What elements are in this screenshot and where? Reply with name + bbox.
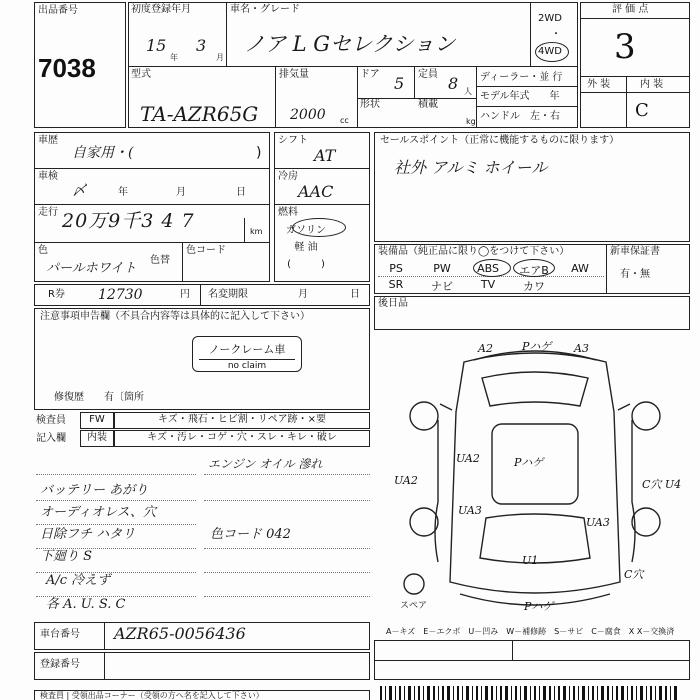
note-ac: A/c 冷えず bbox=[46, 573, 111, 588]
chassis-label: 車台番号 bbox=[40, 629, 80, 640]
sales-point-value: 社外 アルミ ホイール bbox=[394, 158, 548, 177]
note-battery: バッテリー あがり bbox=[40, 483, 149, 498]
rear-left-tire bbox=[410, 508, 438, 536]
score-label: 評 価 点 bbox=[612, 4, 649, 15]
mark-right-quarter: C穴 bbox=[624, 568, 644, 581]
aircon-label: 冷房 bbox=[278, 171, 298, 182]
two-wd-label: 2WD bbox=[538, 13, 562, 24]
inspection-label: 車検 bbox=[38, 171, 58, 182]
equip-sr: SR bbox=[388, 278, 404, 291]
four-wd-label: 4WD bbox=[538, 46, 562, 57]
model-year-label: モデル年式 年 bbox=[480, 91, 560, 102]
fuel-label: 燃料 bbox=[278, 207, 298, 218]
shift-value: AT bbox=[314, 146, 336, 165]
fuel-options: ガソリン 軽 油 ( ) bbox=[286, 225, 326, 270]
color-code-label: 色コード bbox=[186, 245, 226, 256]
gasoline-circle bbox=[292, 218, 346, 237]
displacement-value: 2000 bbox=[290, 107, 326, 123]
car-name-grade: ノア L Gセレクション bbox=[244, 32, 456, 56]
registration-month: 3 bbox=[196, 36, 207, 55]
mileage-label: 走行 bbox=[38, 207, 58, 218]
recycle-row bbox=[34, 284, 370, 306]
exterior-label: 外 装 bbox=[587, 79, 611, 90]
doors-label: ドア bbox=[360, 69, 380, 80]
spare-tire bbox=[404, 574, 424, 594]
history-value: 自家用・( bbox=[72, 145, 134, 161]
four-wd-circle bbox=[535, 42, 569, 62]
entry-interior: 内装 bbox=[80, 430, 114, 447]
after-label: 後日品 bbox=[378, 298, 408, 309]
note-misc: 各 A. U. S. C bbox=[46, 597, 126, 612]
bottom-cutoff-text: 検査員 | 受領出品コーナー（受領の方へ名を記入して下さい） bbox=[40, 691, 264, 700]
model-code: TA-AZR65G bbox=[140, 102, 259, 126]
inspector-label: 検査員 bbox=[36, 415, 66, 426]
doors-value: 5 bbox=[394, 74, 405, 93]
registration-year: 15 bbox=[146, 36, 167, 55]
shape-label: 形状 bbox=[360, 99, 380, 110]
windshield-outline bbox=[482, 372, 588, 406]
new-warranty-label: 新車保証書 bbox=[610, 246, 660, 257]
dealer-label: ディーラー・並 行 bbox=[480, 72, 563, 83]
mark-left-rear: UA3 bbox=[458, 504, 482, 517]
mark-front-left: A2 bbox=[478, 342, 493, 355]
note-sunvisor: 日除フチ ハタリ bbox=[40, 527, 136, 542]
mark-right-side: C穴 U4 bbox=[642, 478, 682, 491]
load-label: 積載 bbox=[418, 99, 438, 110]
history-label: 車歴 bbox=[38, 135, 58, 146]
equip-aw: AW bbox=[571, 262, 589, 275]
color-label: 色 bbox=[38, 245, 48, 256]
barcode bbox=[380, 686, 680, 700]
entry-interior-codes: キズ・汚レ・コゲ・穴・スレ・キレ・破レ bbox=[114, 430, 370, 447]
sales-point-block bbox=[374, 132, 690, 242]
rear-right-tire bbox=[632, 508, 660, 536]
note-audio: オーディオレス、穴 bbox=[40, 505, 156, 520]
overall-score: 3 bbox=[614, 27, 636, 67]
note-color-code: 色コード 042 bbox=[210, 527, 291, 542]
lot-number-label: 出品番号 bbox=[38, 5, 78, 16]
inspector-damage-codes: キズ・飛石・ヒビ割・リペア跡・×要 bbox=[114, 412, 370, 429]
note-underbody: 下廻り S bbox=[40, 549, 93, 564]
equip-airbag: エアB bbox=[519, 264, 549, 277]
right-side-outline bbox=[632, 420, 635, 562]
displacement-label: 排気量 bbox=[279, 69, 309, 80]
equip-abs: ABS bbox=[477, 262, 499, 275]
recycle-fee: 12730 bbox=[98, 287, 143, 303]
interior-grade: C bbox=[635, 100, 649, 121]
chassis-number: AZR65-0056436 bbox=[114, 624, 246, 643]
color-value: パールホワイト bbox=[46, 261, 137, 276]
registration-label: 登録番号 bbox=[40, 659, 80, 670]
mark-rear-bumper: Pハゲ bbox=[524, 600, 554, 613]
sales-point-label: セールスポイント（正常に機能するものに限ります） bbox=[380, 135, 620, 146]
equip-navi: ナビ bbox=[431, 280, 453, 293]
mark-roof: Pハゲ bbox=[514, 456, 544, 469]
abs-circle bbox=[473, 259, 511, 277]
entry-label: 記入欄 bbox=[36, 433, 66, 444]
capacity-value: 8 bbox=[448, 74, 459, 93]
equip-pw: PW bbox=[433, 262, 451, 275]
mark-front-right: A3 bbox=[574, 342, 589, 355]
equip-tv: TV bbox=[480, 278, 496, 291]
airbag-circle bbox=[513, 259, 555, 277]
shift-label: シフト bbox=[278, 135, 308, 146]
mark-front-center: Pハゲ bbox=[522, 340, 552, 353]
mark-left-side: UA2 bbox=[394, 474, 418, 487]
equipment-label: 装備品（純正品に限り◯をつけて下さい） bbox=[378, 246, 570, 257]
aircon-value: AAC bbox=[298, 182, 334, 201]
car-damage-diagram bbox=[374, 332, 690, 622]
lot-number: 7038 bbox=[38, 53, 96, 83]
mark-rear-window: U1 bbox=[522, 554, 539, 567]
spare-label: スペア bbox=[400, 601, 428, 611]
equip-ps: PS bbox=[389, 262, 403, 275]
color-change-label: 色替 bbox=[150, 255, 170, 266]
front-left-tire bbox=[410, 402, 438, 430]
auction-sheet: 出品番号 7038 初度登録年月 15 年 3 月 車名・グレード ノア L Gセレクション 2WD ・ 4WD 評 価 点 3 外 装 内 装 C 型式 TA-AZR65G 排気量 2000 cc ドア 5 定員 8 人 形状 積載 kg ディーラー・並 行 モデル年式 年 ハンドル 左・右 車歴 自家用・( ) 車検 〆 年 月 日 走行 20万9千3 4 7 km 色 パールホワイト 色替 色コード シフト AT 冷房 AAC 燃料 ガソリン 軽 油 ( ) セールスポイント（正常に機能するものに限ります） 社外 アルミ ホイール 装備品（純正品に限り◯をつけて下さい） 新車保証書 有・無 PS PW ABS エアB AW SR ナビ TV カワ R券 12730 円 名変期限 月 日 後日品 注意事項申告欄（不具合内容等は具体的に記入して下さい） ノークレーム車 no claim 修復歴 有〔箇所 検査員 記入欄 FW キズ・飛石・ヒビ割・リペア跡・×要 内装 キズ・汚レ・コゲ・穴・スレ・キレ・破レ エンジン オイル 滲れ バッテリー あがり オーディオレス、穴 日除フチ ハタリ 色コード 042 下廻り S A/c 冷えず 各 A. U. S. C A2 Pハゲ A3 UA2 UA2 Pハゲ UA3 UA3 U1 Pハゲ C穴 U4 C穴 スペア 車台番号 AZR65-0056436 登録番号 A－キズ E－エクボ U－凹み W－補修跡 S－サビ C－腐食 X X－交換済 検査員 | 受領出品コーナー（受領の方へ名を記入して下さい） bbox=[0, 0, 700, 700]
handle-label: ハンドル 左・右 bbox=[480, 111, 560, 122]
mark-right-rear: UA3 bbox=[586, 516, 610, 529]
after-block bbox=[374, 296, 690, 330]
equip-leather: カワ bbox=[523, 280, 545, 293]
registration-row bbox=[34, 652, 370, 680]
name-change-label: 名変期限 bbox=[208, 289, 248, 300]
no-claim-stamp: ノークレーム車 no claim bbox=[192, 336, 302, 372]
note-engine: エンジン オイル 滲れ bbox=[208, 457, 323, 471]
first-registration-label: 初度登録年月 bbox=[131, 4, 191, 15]
recycle-label: R券 bbox=[48, 289, 65, 300]
interior-label: 内 装 bbox=[640, 79, 664, 90]
front-right-tire bbox=[632, 402, 660, 430]
capacity-label: 定員 bbox=[418, 69, 438, 80]
model-label: 型式 bbox=[131, 69, 151, 80]
left-side-outline bbox=[435, 420, 438, 562]
mileage-value: 20万9千3 4 7 bbox=[62, 210, 195, 232]
inspection-mark: 〆 bbox=[72, 183, 86, 199]
new-warranty-value: 有・無 bbox=[620, 269, 650, 280]
notes-label: 注意事項申告欄（不具合内容等は具体的に記入して下さい） bbox=[40, 311, 310, 322]
inspector-fw: FW bbox=[80, 412, 114, 429]
damage-legend: A－キズ E－エクボ U－凹み W－補修跡 S－サビ C－腐食 X X－交換済 bbox=[386, 627, 675, 636]
mark-left-door: UA2 bbox=[456, 452, 480, 465]
car-name-label: 車名・グレード bbox=[230, 4, 300, 15]
repair-history-label: 修復歴 有〔箇所 bbox=[54, 392, 144, 403]
